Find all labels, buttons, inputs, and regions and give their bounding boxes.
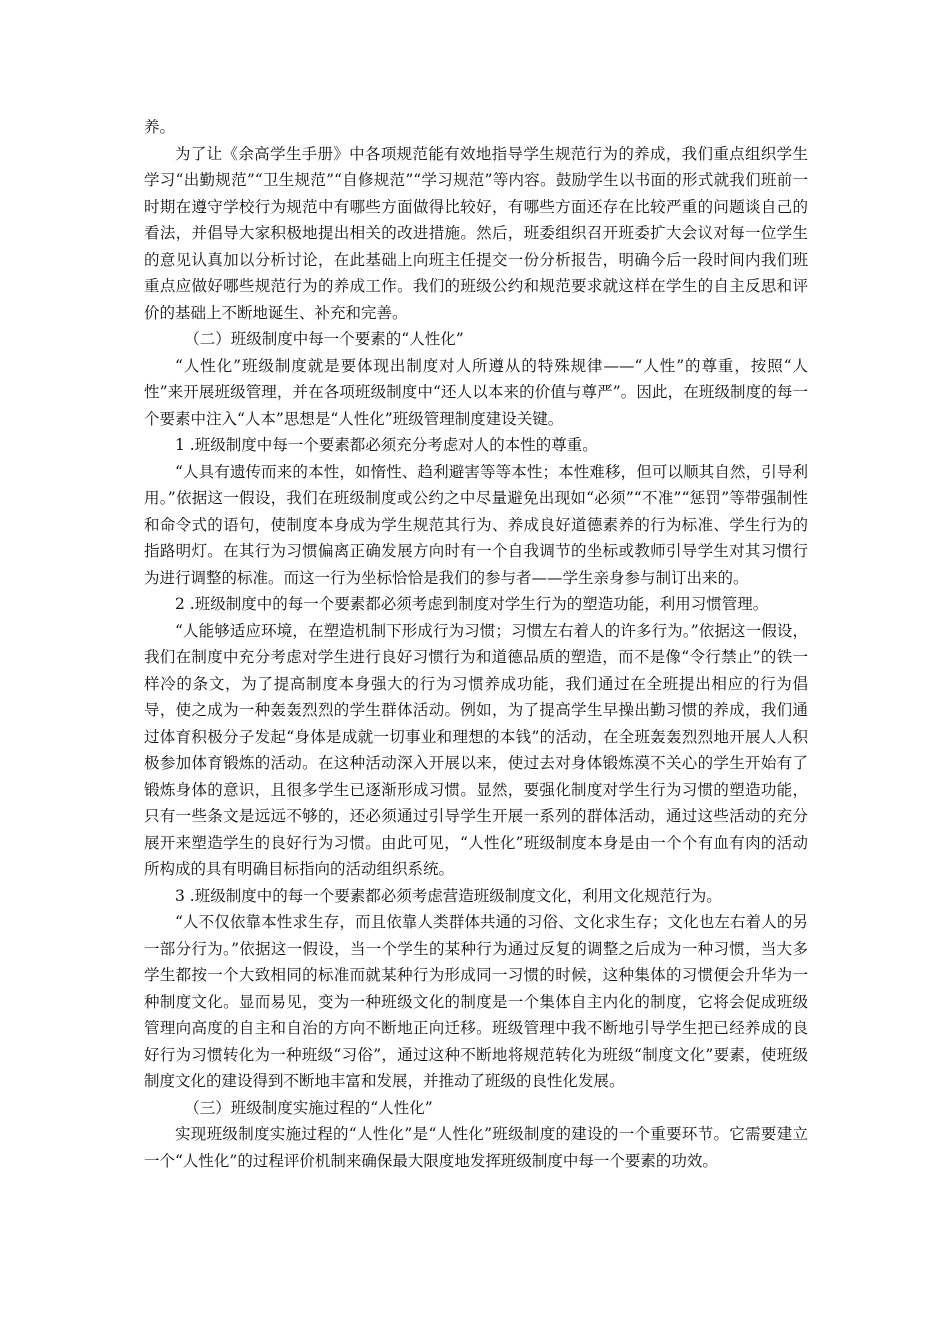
paragraph-continuation: 养。 — [144, 118, 176, 136]
paragraph-body: “人能够适应环境，在塑造机制下形成行为习惯；习惯左右着人的许多行为。”依据这一假设，我们在制度中充分考虑对学生进行良好习惯行为和道德品质的塑造，而不是像“令行禁止”的铁一样冷的条文，为了提高制度本身强大的行为习惯养成功能，我们通过在全班提出相应的行为倡导，使之成为一种轰轰烈烈的学生群体活动。例如，为了提高学生早操出勤习惯的养成，我们通过体育积极分子发起“身体是成就一切事业和理想的本钱”的活动，在全班轰轰烈烈地开展人人积极参加体育锻炼的活动。在这种活动深入开展以来，使过去对身体锻炼漠不关心的学生开始有了锻炼身体的意识，且很多学生已逐渐形成习惯。显然，要强化制度对学生行为习惯的塑造功能，只有一些条文是远远不够的，还必须通过引导学生开展一系列的群体活动，通过这些活动的充分展开来塑造学生的良好行为习惯。由此可见，“人性化”班级制度本身是由一个个有血有肉的活动所构成的具有明确目标指向的活动组织系统。 — [144, 621, 808, 878]
paragraph-body: 实现班级制度实施过程的“人性化”是“人性化”班级制度的建设的一个重要环节。它需要建立一个“人性化”的过程评价机制来确保最大限度地发挥班级制度中每一个要素的功效。 — [144, 1125, 808, 1170]
section-heading: （二）班级制度中每一个要素的“人性化” — [184, 330, 464, 348]
paragraph-body: “人不仅依靠本性求生存，而且依靠人类群体共通的习俗、文化求生存；文化也左右着人的另一部分行为。”依据这一假设，当一个学生的某种行为通过反复的调整之后成为一种习惯，当大多学生都按一个大致相同的标准而就某种行为形成同一习惯的时候，这种集体的习惯便会升华为一种制度文化。显而易见，变为一种班级文化的制度是一个集体自主内化的制度，它将会促成班级管理向高度的自主和自治的方向不断地正向迁移。班级管理中我不断地引导学生把已经养成的良好行为习惯转化为一种班级“习俗”，通过这种不断地将规范转化为班级“制度文化”要素，使班级制度文化的建设得到不断地丰富和发展，并推动了班级的良性化发展。 — [144, 913, 808, 1090]
paragraph-body: “人具有遗传而来的本性，如惰性、趋利避害等等本性；本性难移，但可以顺其自然，引导利用。”依据这一假设，我们在班级制度或公约之中尽量避免出现如“必须”“不准”“惩罚”等带强制性和命令式的语句，使制度本身成为学生规范其行为、养成良好道德素养的行为标准、学生行为的指路明灯。在其行为习惯偏离正确发展方向时有一个自我调节的坐标或教师引导学生对其习惯行为进行调整的标准。而这一行为坐标恰恰是我们的参与者——学生亲身参与制订出来的。 — [144, 462, 808, 587]
numbered-point: 3 .班级制度中的每一个要素都必须考虑营造班级制度文化，利用文化规范行为。 — [175, 886, 722, 905]
section-heading: （三）班级制度实施过程的“人性化” — [184, 1098, 433, 1117]
numbered-point: 1 .班级制度中每一个要素都必须充分考虑对人的本性的尊重。 — [175, 436, 598, 454]
paragraph-body: “人性化”班级制度就是要体现出制度对人所遵从的特殊规律——“人性”的尊重，按照“人性”来开展班级管理，并在各项班级制度中“还人以本来的价值与尊严”。因此，在班级制度的每一个要素中注入“人本”思想是“人性化”班级管理制度建设关键。 — [144, 356, 808, 428]
paragraph-body: 为了让《余高学生手册》中各项规范能有效地指导学生规范行为的养成，我们重点组织学生学习“出勤规范”“卫生规范”“自修规范”“学习规范”等内容。鼓励学生以书面的形式就我们班前一时期在遵守学校行为规范中有哪些方面做得比较好，有哪些方面还存在比较严重的问题谈自己的看法，并倡导大家积极地提出相关的改进措施。然后，班委组织召开班委扩大会议对每一位学生的意见认真加以分析讨论，在此基础上向班主任提交一份分析报告，明确今后一段时间内我们班重点应做好哪些规范行为的养成工作。我们的班级公约和规范要求就这样在学生的自主反思和评价的基础上不断地诞生、补充和完善。 — [144, 144, 808, 322]
numbered-point: 2 .班级制度中的每一个要素都必须考虑到制度对学生行为的塑造功能，利用习惯管理。 — [175, 595, 769, 613]
document-page — [144, 114, 808, 1174]
